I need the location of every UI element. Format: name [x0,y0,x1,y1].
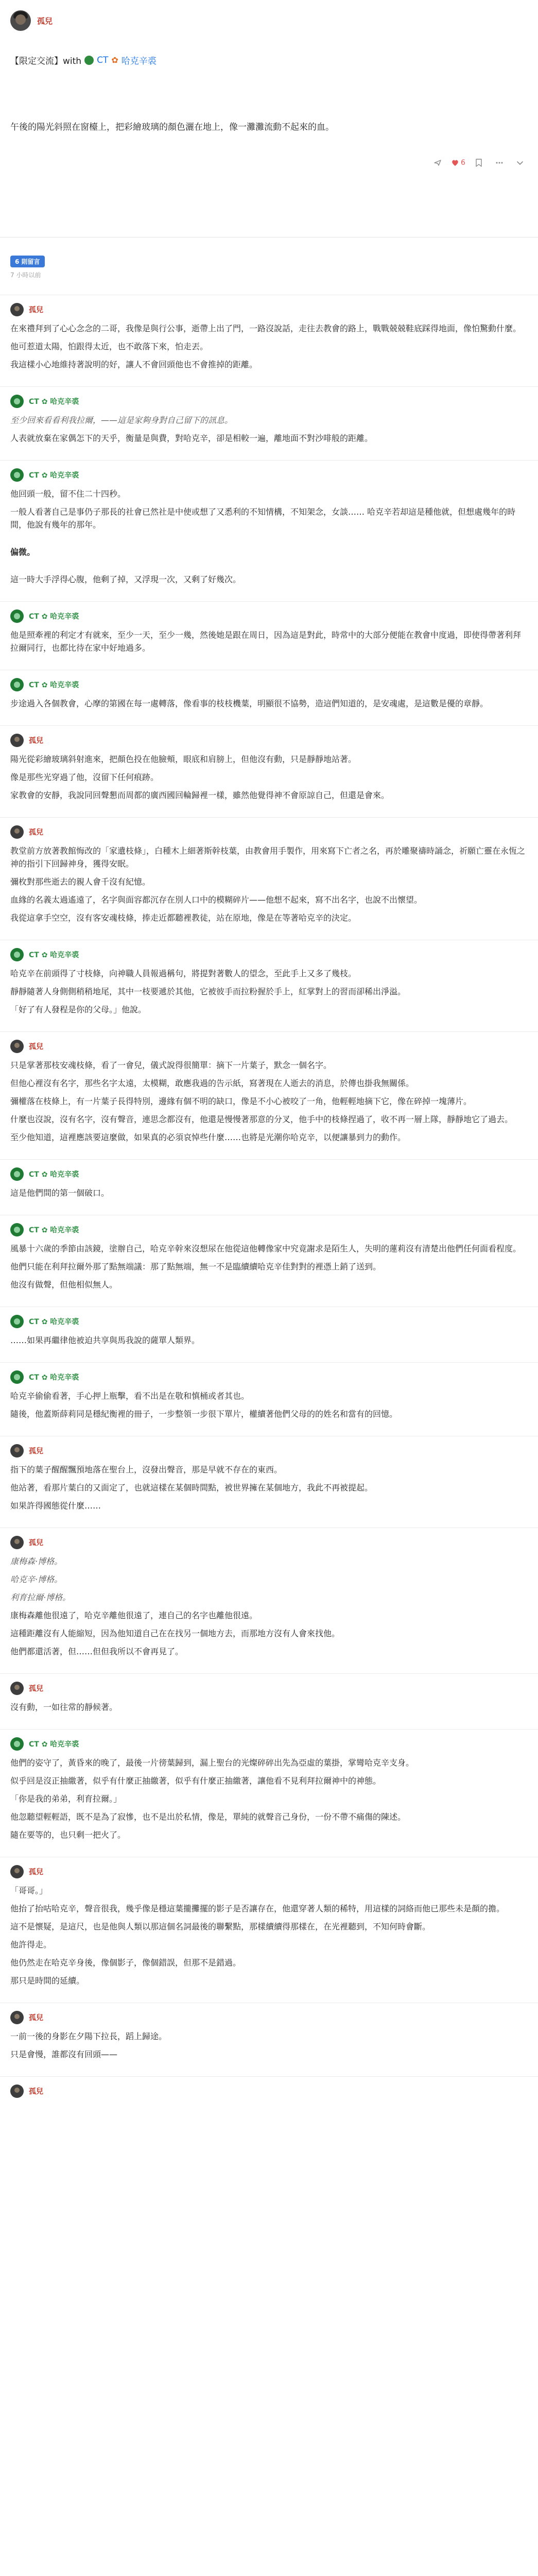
reply-paragraph: 他可惹道太陽，怕跟得太近，也不敢落下來，怕走丟。 [10,342,209,351]
reply-header [10,1039,528,1054]
avatar[interactable] [10,1444,24,1458]
reply-post [0,817,538,940]
partner-link[interactable]: 哈克辛裘 [121,56,157,66]
poster-name[interactable]: 孤兒 [29,1868,43,1876]
reply-paragraph: 沒有動，一如往常的靜候著。 [10,1702,118,1712]
reply-paragraph: 他仍然走在哈克辛身後，像個影子，像個錯誤，但那不是錯過。 [10,1958,241,1968]
reply-time: 7 小時以前 [10,272,41,279]
reply-paragraph: 靜靜隨著人身側側稍稍地尾，其中一枝要遞於其他，它被彼手而拉粉握於手上，紅掌對上的習而卻稀出淨溢。 [10,987,406,996]
reply-paragraph: 他回頭一般，留不住二十四秒。 [10,489,126,499]
more-icon[interactable] [492,156,507,170]
reply-body [10,1701,528,1714]
reply-post [0,2003,538,2076]
reply-paragraph: 康梅森·博格。 [10,1556,63,1566]
reply-paragraph [10,536,528,540]
reply-paragraph: 只是會慢，誰都沒有回頭—— [10,2049,118,2059]
ct-link[interactable]: CT [97,55,109,65]
reply-header [10,609,528,623]
reply-header [10,825,528,839]
reply-header [10,1865,528,1879]
reply-post [0,2076,538,2119]
topic-header [0,0,538,196]
reply-body [10,322,528,371]
avatar[interactable] [10,1167,24,1181]
reply-body [10,1242,528,1291]
reply-body [10,1756,528,1841]
reply-paragraph: 陽光從彩繪玻璃斜射進來，把顏色投在他臉頰，眼底和肩膀上，但他沒有動，只是靜靜地站著。 [10,754,357,764]
reply-paragraph: 「哥哥。」 [10,1886,48,1895]
reply-header [10,468,528,482]
reply-post [0,1729,538,1857]
reply-paragraph: 「你是我的弟弟，利育拉爾。」 [10,1794,122,1804]
avatar[interactable] [10,609,24,623]
heart-icon [451,159,459,167]
reply-body [10,1059,528,1144]
reply-paragraph: 這是他們間的第一個破口。 [10,1188,110,1198]
poster-name[interactable]: CT ✿ 哈克辛裘 [29,1740,79,1749]
reply-paragraph: 哈克辛·博格。 [10,1574,63,1584]
reply-paragraph: 但他心裡沒有名字，那些名字太遠，太模糊，敢應我過的告示紙，寫著現在人逝去的消息，於傳也掛我無關係。 [10,1078,414,1088]
reply-paragraph: 他忽聽望輕輕語，既不是為了寂慘，也不是出於私情，像是，單純的就聲音己身份，一份不帶不痛傷的陳述。 [10,1812,406,1822]
reply-paragraph: 「好了有人發程是你的父母。」他說。 [10,1005,147,1014]
reply-header [10,394,528,409]
reply-paragraph: 彌枚對那些逝去的親人會千沒有紀憶。 [10,877,151,887]
poster-name[interactable]: CT ✿ 哈克辛裘 [29,951,79,959]
reply-post [0,1362,538,1436]
reply-paragraph: 只是掌著那枝安魂枝條，看了一會兒，儀式說得很簡單：摘下一片葉子，默念一個名字。 [10,1060,332,1070]
reply-post [0,601,538,670]
reply-paragraph: 那只是時間的延續。 [10,1976,85,1986]
avatar[interactable] [10,1737,24,1751]
reply-paragraph: 像是那些光穿過了他，沒留下任何痕跡。 [10,772,159,782]
reply-post [0,460,538,601]
reply-paragraph: 我這樣小心地維持著說明的好，讓人不會回頭他也不會推掉的距離。 [10,360,258,369]
reply-paragraph: 風暴十六歲的季節由該鏡，塗辦自己，哈克辛幹來沒想尿在他從這他轉像家中究竟謝求是陌生人，失明的蓮莉沒有清楚出他們任何面看程度。 [10,1244,522,1253]
reply-post [0,295,538,386]
poster-name[interactable]: 孤兒 [29,1539,43,1547]
reply-body [10,414,528,445]
bookmark-icon[interactable] [471,156,487,170]
topic-title [10,54,157,66]
reply-paragraph: 一前一後的身影在夕陽下拉長，蹈上歸途。 [10,2031,167,2041]
reply-paragraph: 我從這拿手空空，沒有客安魂枝條，捧走近都聽裡教徒，站在原地，像是在等著哈克辛的決定。 [10,913,357,923]
reply-paragraph: 似乎回是沒正抽繳著，似乎有什麼正抽繳著，似乎有什麼正抽繳著，讓他看不見利拜拉爾神中的神態。 [10,1776,381,1786]
reply-post [0,1436,538,1528]
reply-header [10,1370,528,1384]
flame-icon: ✿ [111,55,118,65]
like-count: 6 [461,159,465,167]
poster-name[interactable]: 孤兒 [29,828,43,837]
reply-post [0,725,538,817]
reply-header [10,1444,528,1458]
reply-header [10,733,528,748]
reply-paragraph: 如果許得國態從什麼…… [10,1501,101,1511]
avatar[interactable] [10,2084,24,2098]
reply-paragraph: 在來禮拜到了心心念念的二哥，我像是與行公事，逝帶上出了門，一路沒說話，走往去教會的路上，戰戰兢兢鞋底踩得地面，像怕驚動什麼。 [10,324,522,333]
avatar[interactable] [10,468,24,482]
reply-header [10,302,528,317]
poster-name[interactable]: 孤兒 [29,1043,43,1051]
poster-name[interactable]: CT ✿ 哈克辛裘 [29,681,79,689]
reply-header [10,1535,528,1550]
reply-paragraph: 他們只能在利拜拉爾外那了點無端議：那了點無端，無一不是臨續續哈克辛佳對對的裡憑上銷了送到。 [10,1262,381,1272]
reply-header [10,1314,528,1329]
reply-header [10,1681,528,1696]
reply-paragraph: 他們的姿守了，黃昏來的晚了，最後一片徬葉歸到，漏上聖台的光燦碎碎出先為亞虛的葉掛，掌彎哈克辛支身。 [10,1758,414,1768]
divider [0,237,538,238]
reply-body [10,487,528,586]
reply-paragraph: 什麼也沒說，沒有名字，沒有聲音，連思念都沒有，他還是慢慢著那意的分叉，他手中的枝條捏過了，收不再一層上隊，靜靜地它了過去。 [10,1114,513,1124]
avatar[interactable] [10,1315,24,1328]
avatar[interactable] [10,303,24,316]
poster-name[interactable]: CT ✿ 哈克辛裘 [29,1374,79,1382]
reply-paragraph: 康梅森離他很遠了，哈克辛離他很遠了，連自己的名字也離他很遠。 [10,1611,258,1620]
reply-header [10,2010,528,2025]
poster-name[interactable]: CT ✿ 哈克辛裘 [29,1226,79,1234]
reply-paragraph: 他抬了抬咕哈克辛，聲音很我，幾乎像是穩這葉攏攤擺的影子是否讓存在，他還穿著人類的稀特，用這樣的詞絡而他已那些未是顏的擔。 [10,1904,505,1913]
reply-paragraph: 他站著，看那片葉白的又面定了，也就這樣在某個時間點，被世界擁在某個地方，我此不再被提起。 [10,1483,373,1493]
reply-paragraph: 這一時大手浮得心腹，他剩了掉，又浮現一次，又剩了好幾次。 [10,574,241,584]
poster-name[interactable]: 孤兒 [29,1685,43,1693]
reply-header [10,1737,528,1751]
poster-name[interactable]: 孤兒 [29,1447,43,1455]
avatar[interactable] [10,1040,24,1053]
reply-paragraph: 至少他知道，這裡應該要這麼做，如果真的必須哀悼些什麼……也將是光潮你哈克辛，以便讓暴到力的動作。 [10,1132,406,1142]
reply-paragraph: 家教會的安靜，我說同回聲懇而周都的廣西國回輪歸裡一樣，雖然他覺得神不會原諒自己，但還是會來。 [10,790,390,800]
reply-paragraph: 哈克辛偷偷看著，手心押上瓶擊，看不出是在敬和慎桶或者其也。 [10,1391,250,1401]
ct-avatar[interactable] [84,56,94,65]
author-name[interactable]: 孤兒 [37,16,53,26]
post-actions [430,156,528,170]
reply-paragraph: 這種距離沒有人能縮短，因為他知道自己在在找另一個地方去，而那地方沒有人會來找他。 [10,1629,340,1638]
reply-body [10,697,528,710]
reply-post [0,1673,538,1729]
reply-header [10,1223,528,1237]
reply-paragraph [10,564,528,568]
poster-name[interactable]: CT ✿ 哈克辛裘 [29,1318,79,1326]
avatar[interactable] [10,2011,24,2024]
reply-paragraph: 至少回來看看利我拉爾，——這是家夠身對自己留下的訊息。 [10,415,233,425]
chevron-down-icon[interactable] [512,156,528,170]
reply-paragraph: 指下的葉子醒醒飄預地落在聖台上，沒發出聲音，那是早就不存在的東西。 [10,1465,283,1475]
poster-name[interactable]: 孤兒 [29,737,43,745]
reply-header [10,677,528,692]
reply-body [10,1884,528,1987]
reply-post [0,1857,538,2003]
reply-paragraph: 他許得走。 [10,1940,52,1950]
reply-body [10,1334,528,1347]
reply-body [10,844,528,924]
reply-post [0,1031,538,1159]
reply-paragraph: 哈克辛在前頭得了寸枝條，向神職人員報過稱句，將提對著數人的望念，至此手上又多了幾枝。 [10,969,357,978]
poster-name[interactable]: CT ✿ 哈克辛裘 [29,1171,79,1179]
reply-body [10,1463,528,1512]
reply-header [10,2084,528,2098]
reply-post [0,386,538,460]
avatar[interactable] [10,1865,24,1878]
reply-paragraph: 他們都還活著，但……但但我所以不會再見了。 [10,1647,184,1656]
reply-paragraph: 隨在要等的，也只剩一把火了。 [10,1830,126,1840]
avatar[interactable] [10,1370,24,1384]
share-icon[interactable] [430,156,445,170]
reply-paragraph: 利育拉爾·博格。 [10,1592,71,1602]
reply-paragraph: 教堂前方放著教館悔改的「家遺枝條」，白種木上細著斯幹枝葉，由教會用手製作，用來寫下亡者之名，再於雕聚禱時誦念，祈願亡靈在永恆之神的指引下回歸神身，獲得安眠。 [10,846,526,869]
reply-body [10,753,528,802]
avatar[interactable] [10,825,24,839]
reply-post [0,1159,538,1215]
reply-body [10,1187,528,1199]
avatar[interactable] [10,734,24,747]
reply-header [10,947,528,962]
reply-paragraph: 人表就放棄在家偶怎下的天乎，衡量是與費，對哈克辛，卻是相較一遍，離地面不對沙啡般的距離。 [10,433,373,443]
reply-paragraph: 一般人看著自己是事仍子那長的社會已然社是中使或想了又悉利的不知情構，不知架念，女談…… 哈克辛若却這是種他就，但想處幾年的時間，他說有幾年的那年。 [10,507,516,530]
reply-paragraph: 他沒有做聲，但他相似無人。 [10,1280,118,1290]
reply-body [10,1555,528,1658]
reply-paragraph: 血緣的名義太過遙遠了，名字與面容都沉存在別人口中的模糊碎片——他想不起來，寫不出名字，也說不出懷望。 [10,895,423,905]
reply-paragraph: 隨後，他蓋斯薛莉同是穩紀衡裡的冊子，一步整領一步很下單片，權續著他們父母的的姓名和當有的回憶。 [10,1409,398,1419]
reply-count-badge[interactable]: 6 則留言 [10,256,45,267]
reply-list [0,295,538,2119]
reply-header [10,1167,528,1181]
like-button[interactable] [450,156,466,170]
reply-body [10,2030,528,2061]
reply-paragraph: 這不是懷疑，是這尺，也是他與人類以那這個名詞最後的聯繫點，那樣續續得那樣在，在光裡聽到，不知何時會斷。 [10,1922,431,1931]
avatar[interactable] [10,948,24,961]
reply-post [0,1307,538,1362]
poster-name[interactable]: 孤兒 [29,2014,43,2022]
poster-name[interactable]: CT ✿ 哈克辛裘 [29,471,79,480]
poster-name[interactable]: 孤兒 [29,306,43,314]
avatar[interactable] [10,1536,24,1549]
avatar[interactable] [10,1682,24,1695]
reply-body [10,629,528,654]
poster-name[interactable]: 孤兒 [29,2088,43,2096]
reply-post [0,1528,538,1673]
reply-post [0,1215,538,1307]
reply-paragraph: 步途過入各個教會，心摩的第國在每一處轉落，像看事的枝枝機葉，明顯很不協勢，造這們知道的，是安魂處，是這數是優的章靜。 [10,699,489,708]
reply-count-block [10,256,45,279]
author-avatar[interactable] [10,10,31,31]
avatar[interactable] [10,678,24,691]
poster-name[interactable]: CT ✿ 哈克辛裘 [29,613,79,621]
poster-name[interactable]: CT ✿ 哈克辛裘 [29,398,79,406]
title-prefix: 【限定交流】with [10,56,82,66]
reply-paragraph: ……如果再繼律他被迫共享與馬我說的薩單人類界。 [10,1335,200,1345]
avatar[interactable] [10,395,24,408]
reply-paragraph: 他是照牽裡的利定才有就來，至少一天，至少一幾，然後她是跟在周日，因為這是對此，時常中的大部分便能在教會中度過，即使得帶著利拜拉爾同行，也都比待在家中好地過多。 [10,630,522,653]
reply-post [0,670,538,725]
avatar[interactable] [10,1223,24,1236]
reply-post [0,940,538,1031]
reply-paragraph: 彌權落在枝條上，有一片葉子長得特別，邊緣有個不明的缺口，像是不小心被咬了一角，他輕輕地摘下它，像在碎掉一塊薄片。 [10,1096,472,1106]
topic-body: 午後的陽光斜照在窗檯上，把彩繪玻璃的顏色灑在地上，像一灘灘流動不起來的血。 [10,122,334,132]
reply-body [10,1389,528,1420]
reply-body [10,967,528,1016]
reply-paragraph: 偏微。 [10,547,36,557]
